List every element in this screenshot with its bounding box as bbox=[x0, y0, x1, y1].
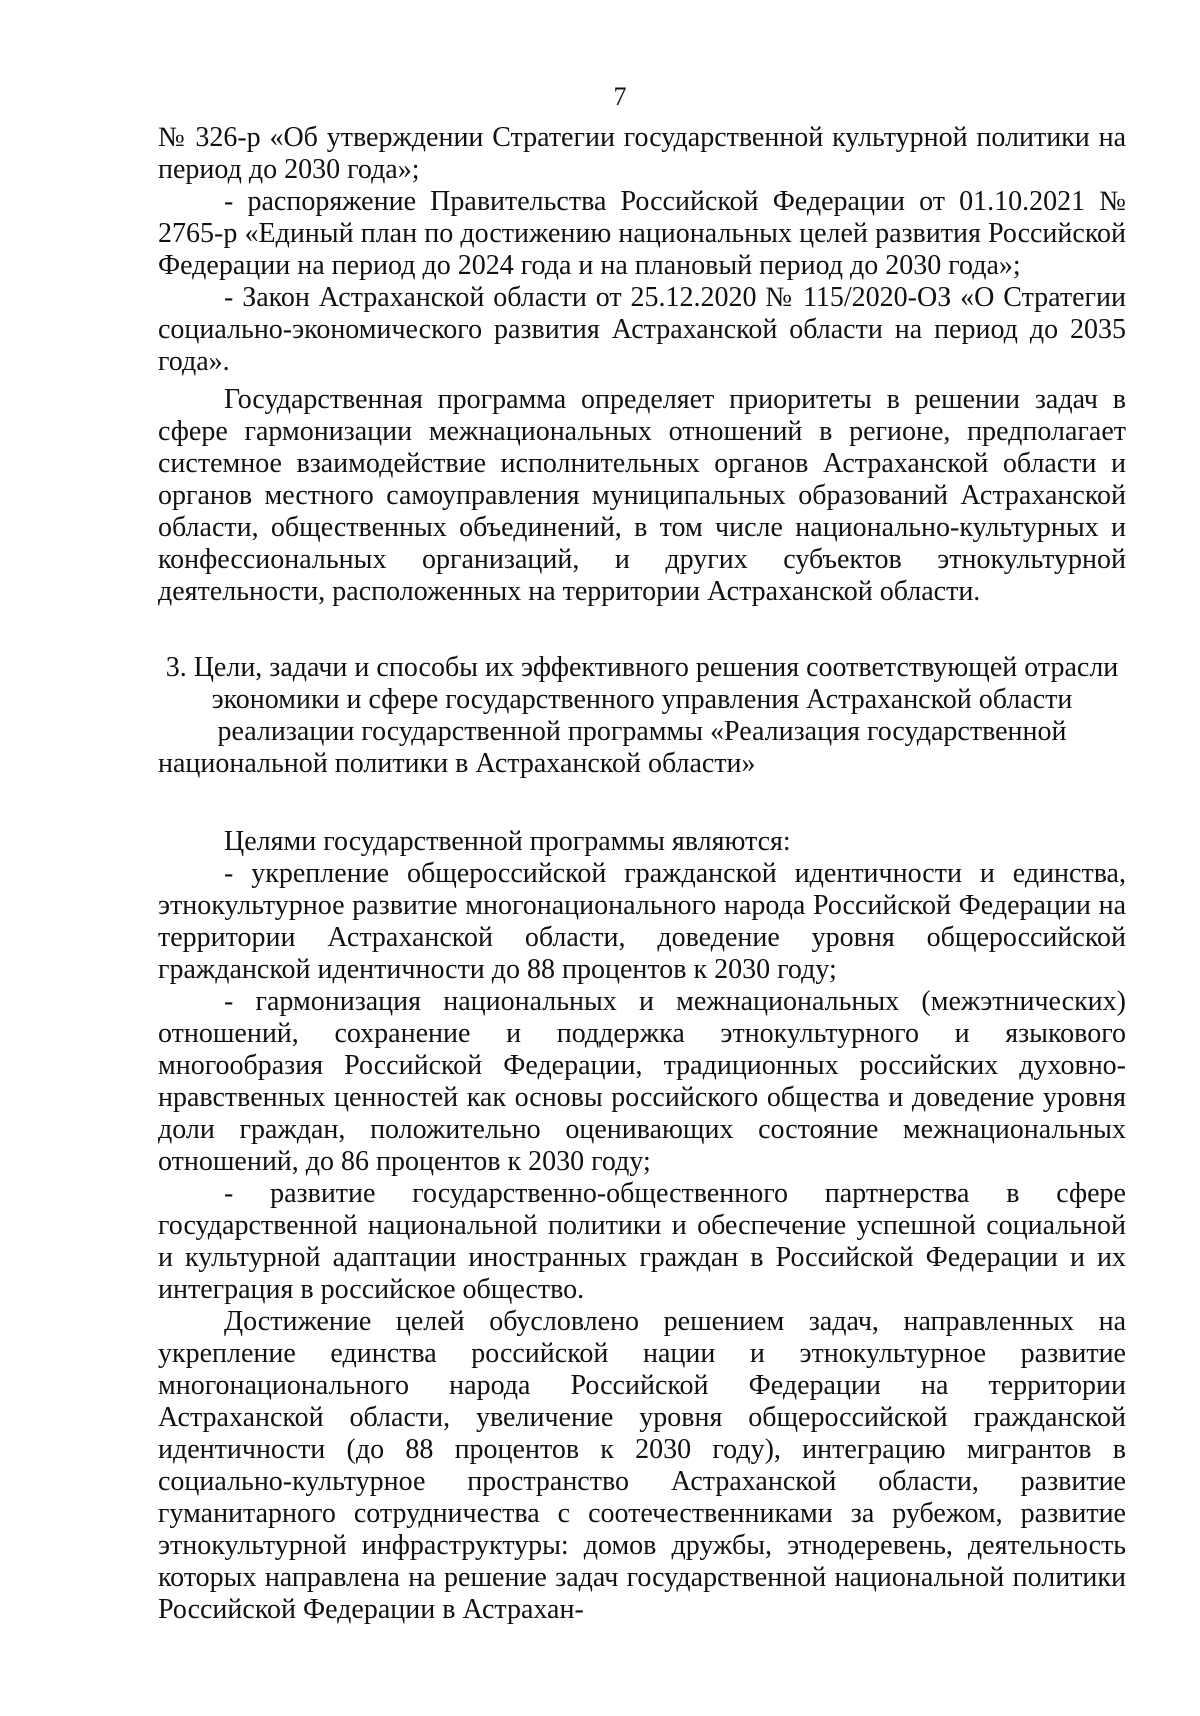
paragraph-goals-achievement: Достижение целей обусловлено решением задач, направленных на укрепление единства российской нации и этнокультурное развитие многонационального народа Российской Федерации на территории Астраханской области, увеличение уровня общероссийской гражданской идентичности (до 88 процентов к 2030 году), интеграцию мигрантов в социально-культурное пространство Астраханской области, развитие гуманитарного сотрудничества с соотечественниками за рубежом, развитие этнокультурной инфраструктуры: домов дружбы, этнодеревень, деятельность которых направлена на решение задач государственной национальной политики Российской Федерации в Астрахан- bbox=[158, 1306, 1126, 1625]
paragraph-law-115: - Закон Астраханской области от 25.12.2020 № 115/2020-ОЗ «О Стратегии социально-экономического развития Астраханской области на период до 2035 года». bbox=[158, 282, 1126, 377]
section-3-heading-block bbox=[158, 652, 1126, 780]
goal-item-3: - развитие государственно-общественного партнерства в сфере государственной национальной политики и обеспечение успешной социальной и культурной адаптации иностранных граждан в Российской Федерации и их интеграция в российское общество. bbox=[158, 1178, 1126, 1305]
document-body bbox=[158, 122, 1126, 1626]
goal-item-2: - гармонизация национальных и межнациональных (межэтнических) отношений, сохранение и поддержка этнокультурного и языкового многообразия Российской Федерации, традиционных российских духовно-нравственных ценностей как основы российского общества и доведение уровня доли граждан, положительно оценивающих состояние межнациональных отношений, до 86 процентов к 2030 году; bbox=[158, 986, 1126, 1177]
goals-intro: Целями государственной программы являются: bbox=[224, 826, 791, 857]
paragraph-decree-2765: - распоряжение Правительства Российской Федерации от 01.10.2021 № 2765-р «Единый план по достижению национальных целей развития Российской Федерации на период до 2024 года и на плановый период до 2030 года»; bbox=[158, 186, 1126, 281]
goal-item-1: - укрепление общероссийской гражданской идентичности и единства, этнокультурное развитие многонационального народа Российской Федерации на территории Астраханской области, доведение уровня общероссийской гражданской идентичности до 88 процентов к 2030 году; bbox=[158, 858, 1126, 985]
paragraph-decree-326: № 326-р «Об утверждении Стратегии государственной культурной политики на период до 2030 года»; bbox=[158, 122, 1126, 185]
spacer bbox=[158, 780, 1126, 826]
page-number: 7 bbox=[613, 82, 627, 111]
paragraph-program-priorities: Государственная программа определяет приоритеты в решении задач в сфере гармонизации межнациональных отношений в регионе, предполагает системное взаимодействие исполнительных органов Астраханской области и органов местного самоуправления муниципальных образований Астраханской области, общественных объединений, в том числе национально-культурных и конфессиональных организаций, и других субъектов этнокультурной деятельности, расположенных на территории Астраханской области. bbox=[158, 384, 1126, 607]
section-3-heading: 3. Цели, задачи и способы их эффективного решения соответствующей отрасли экономики и сфере государственного управления Астраханской области реализации государственной программы «Реализация государственной национальной политики в Астраханской области» bbox=[158, 652, 1119, 779]
